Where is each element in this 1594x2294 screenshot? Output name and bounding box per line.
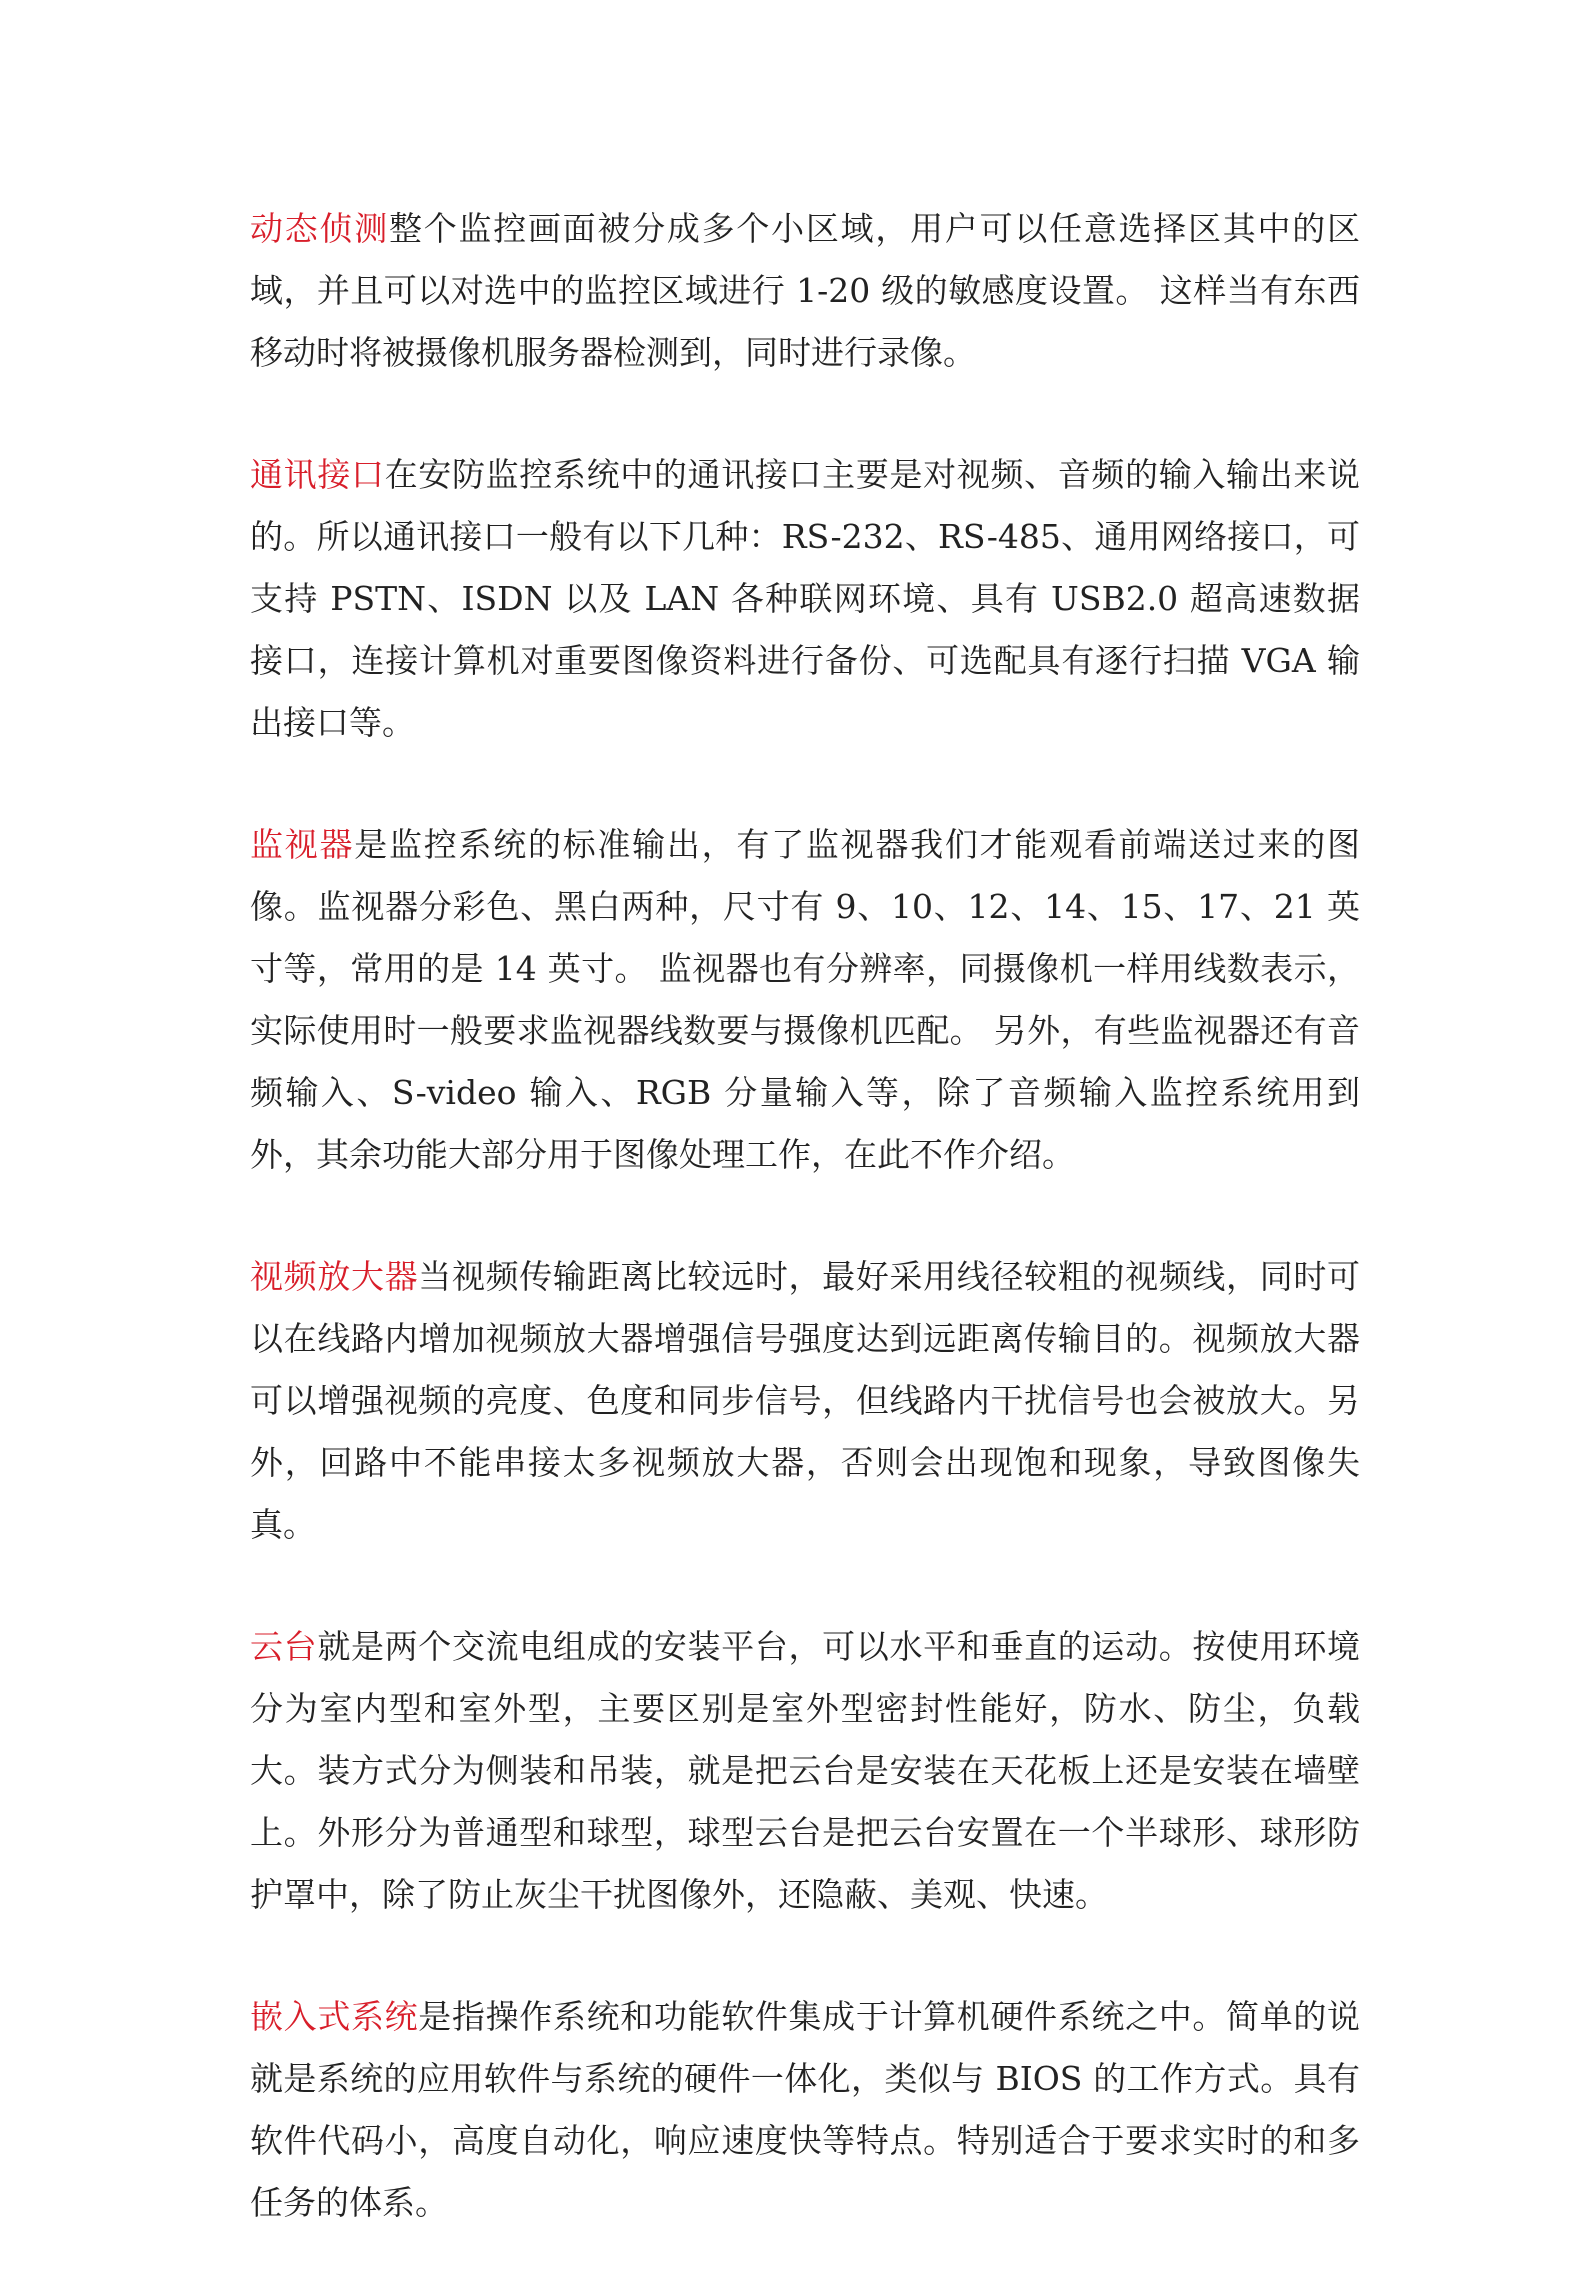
body-motion-detection: 整个监控画面被分成多个小区域，用户可以任意选择区其中的区域，并且可以对选中的监控区域进行 1-20 级的敏感度设置。 这样当有东西移动时将被摄像机服务器检测到，同时进行录像。 [250,209,1361,372]
term-embedded-system: 嵌入式系统 [250,1997,419,2036]
term-pan-tilt: 云台 [250,1627,318,1666]
section-pan-tilt [250,1616,1360,1926]
body-embedded-system: 是指操作系统和功能软件集成于计算机硬件系统之中。简单的说就是系统的应用软件与系统的硬件一体化，类似与 BIOS 的工作方式。具有软件代码小，高度自动化，响应速度快等特点。特别适合于要求实时的和多任务的体系。 [250,1997,1360,2222]
body-communication-interface: 在安防监控系统中的通讯接口主要是对视频、音频的输入输出来说的。所以通讯接口一般有以下几种：RS-232、RS-485、通用网络接口，可支持 PSTN、ISDN 以及 LAN 各种联网环境、具有 USB2.0 超高速数据接口，连接计算机对重要图像资料进行备份、可选配具有逐行扫描 VGA 输出接口等。 [250,455,1360,742]
section-video-amplifier [250,1246,1360,1556]
section-embedded-system [250,1986,1360,2234]
term-motion-detection: 动态侦测 [250,209,389,248]
term-communication-interface: 通讯接口 [250,455,385,494]
term-video-amplifier: 视频放大器 [250,1257,419,1296]
term-monitor: 监视器 [250,825,355,864]
body-video-amplifier: 当视频传输距离比较远时，最好采用线径较粗的视频线，同时可以在线路内增加视频放大器增强信号强度达到远距离传输目的。视频放大器可以增强视频的亮度、色度和同步信号，但线路内干扰信号也会被放大。另外，回路中不能串接太多视频放大器，否则会出现饱和现象，导致图像失真。 [250,1257,1360,1544]
body-pan-tilt: 就是两个交流电组成的安装平台，可以水平和垂直的运动。按使用环境分为室内型和室外型，主要区别是室外型密封性能好，防水、防尘，负载大。装方式分为侧装和吊装，就是把云台是安装在天花板上还是安装在墙壁上。外形分为普通型和球型，球型云台是把云台安置在一个半球形、球形防护罩中，除了防止灰尘干扰图像外，还隐蔽、美观、快速。 [250,1627,1360,1914]
body-monitor: 是监控系统的标准输出，有了监视器我们才能观看前端送过来的图像。监视器分彩色、黑白两种，尺寸有 9、10、12、14、15、17、21 英寸等，常用的是 14 英寸。 监视器也有分辨率，同摄像机一样用线数表示，实际使用时一般要求监视器线数要与摄像机匹配。 另外，有些监视器还有音频输入、S-video 输入、RGB 分量输入等，除了音频输入监控系统用到外，其余功能大部分用于图像处理工作，在此不作介绍。 [250,825,1361,1174]
section-monitor [250,814,1360,1186]
section-motion-detection [250,198,1360,384]
section-communication-interface [250,444,1360,754]
document-page [250,198,1360,2294]
